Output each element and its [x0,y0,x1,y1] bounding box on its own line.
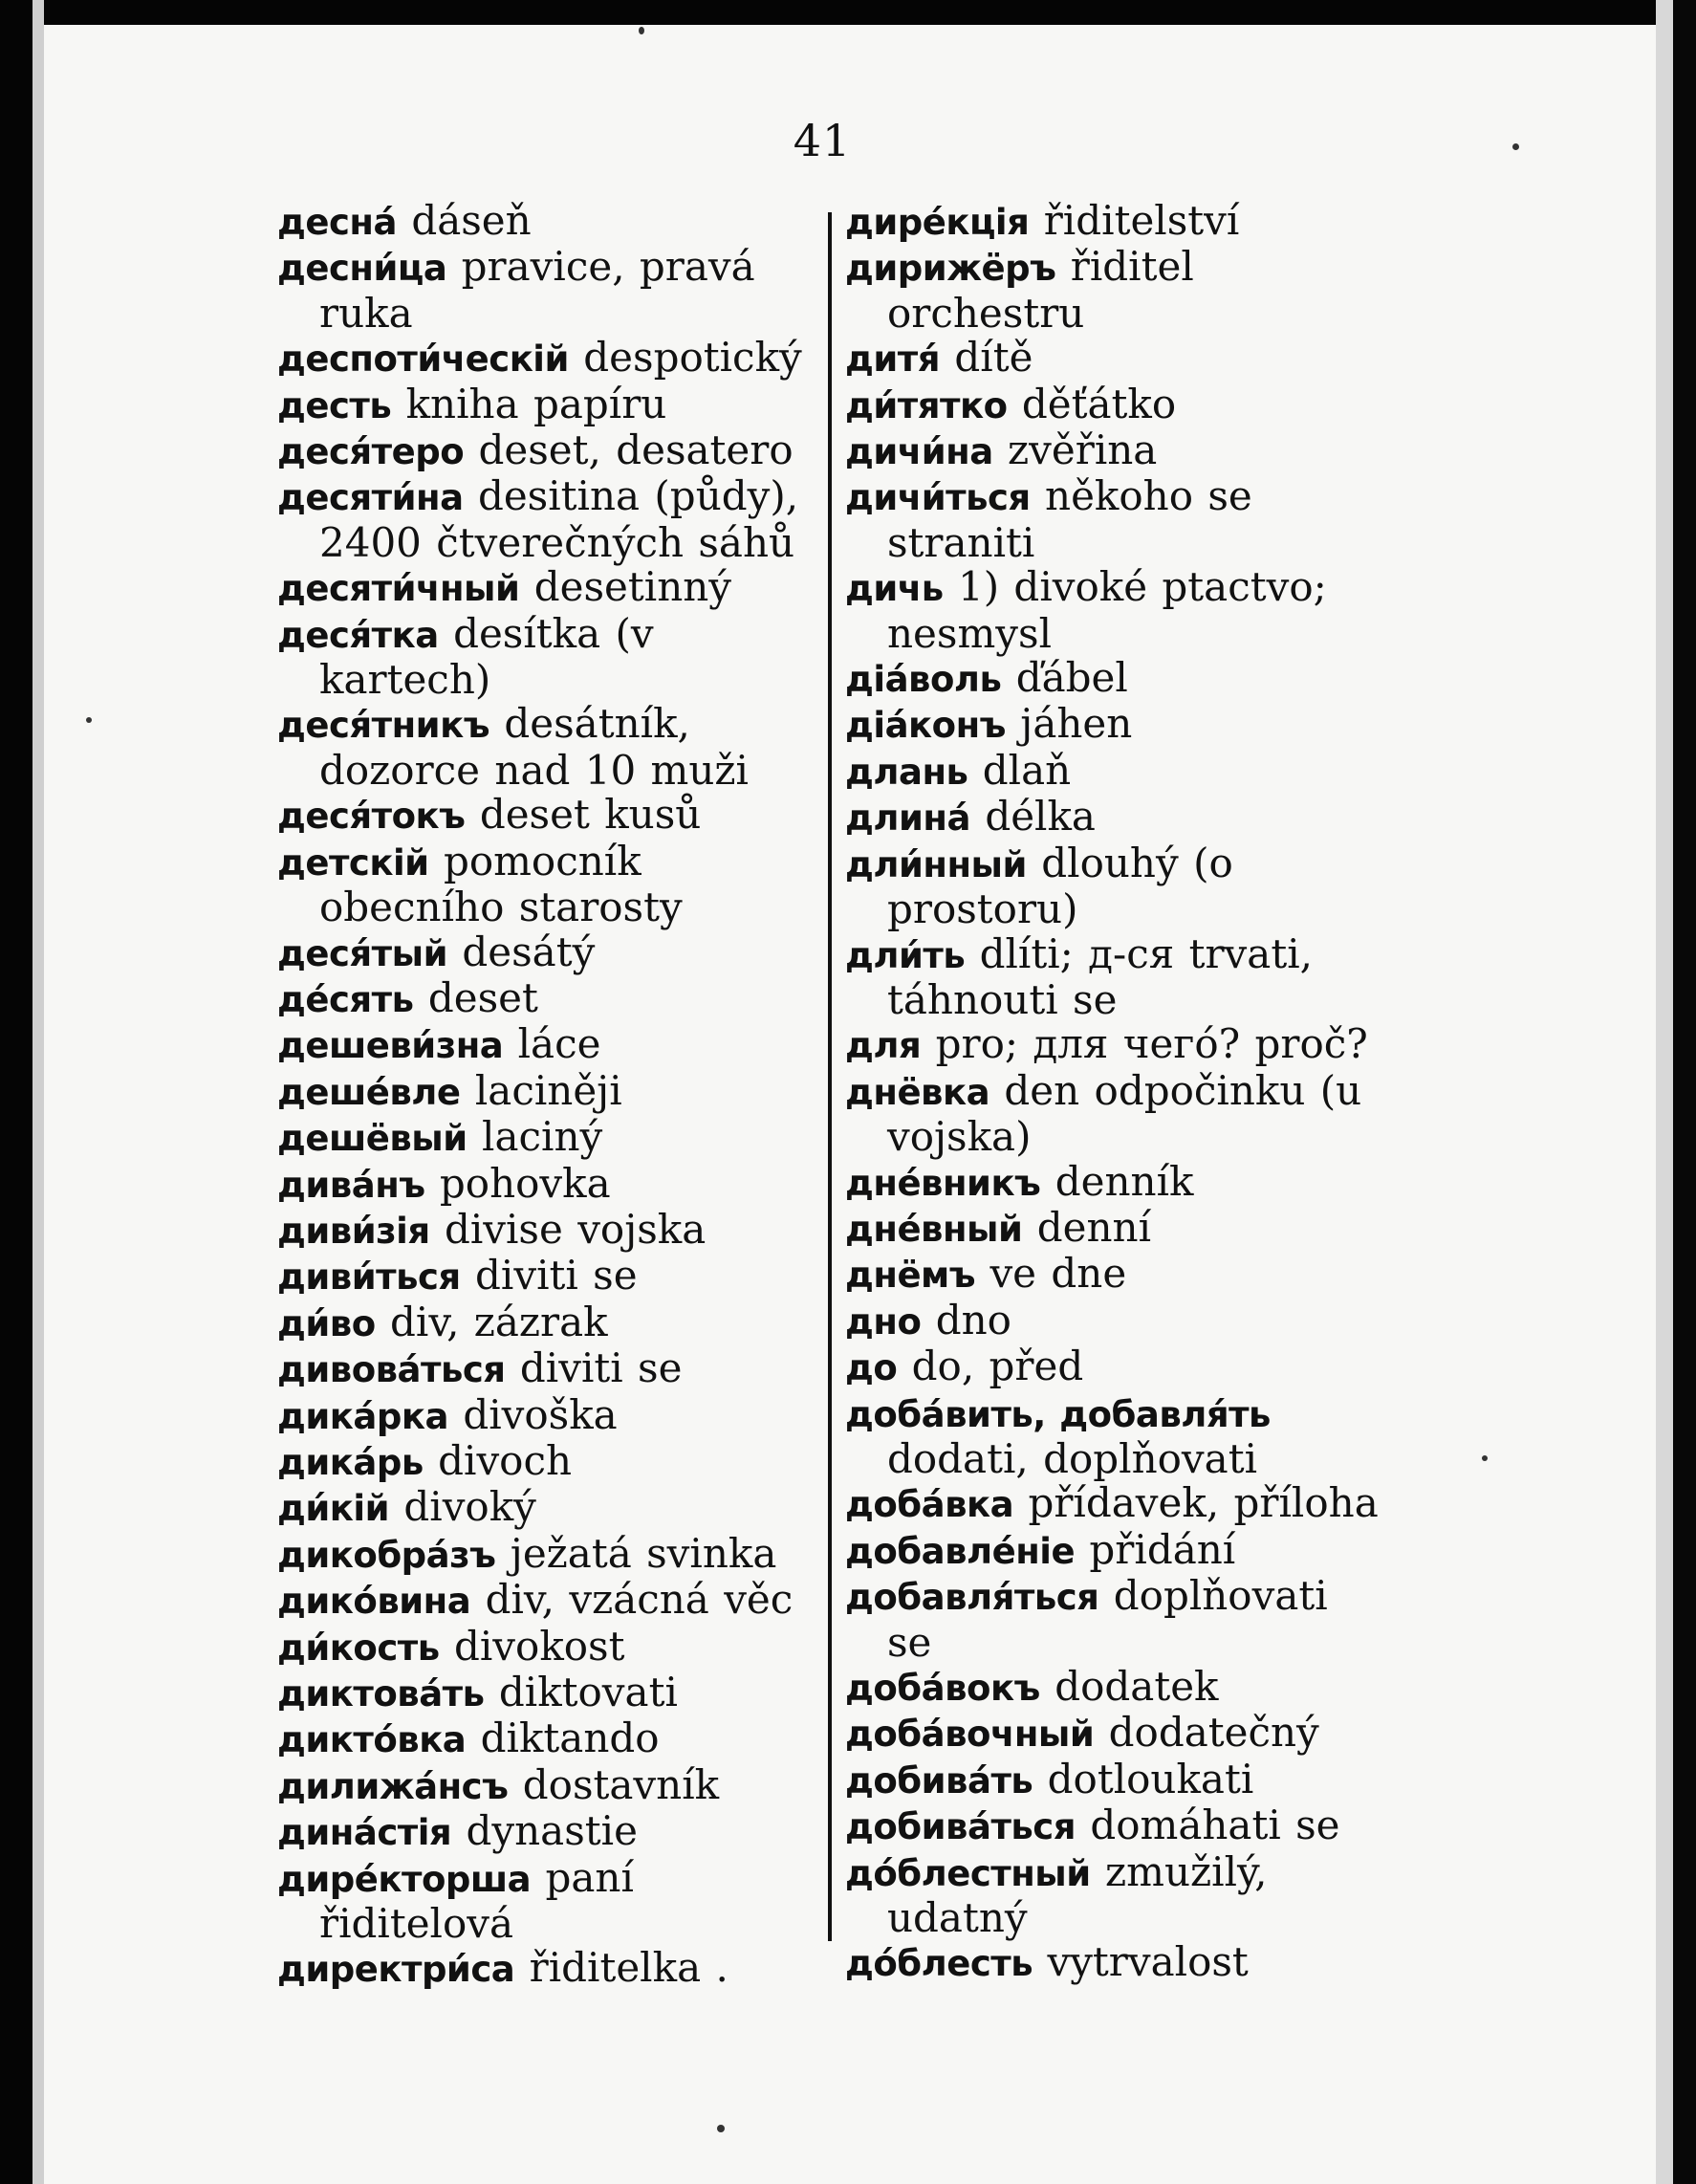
entry-headword: десяти́чный [277,568,520,610]
entry-headword: дина́стія [277,1812,452,1854]
entry-definition: 1) divoké ptactvo; nesmysl [887,563,1327,657]
dictionary-entry [845,841,1386,932]
dictionary-entry [277,245,818,336]
dictionary-entry [277,973,818,1022]
dictionary-entry [845,199,1386,245]
entry-definition: denník [1055,1157,1194,1205]
scan-border-right [1673,0,1696,2184]
scan-speck [86,717,92,723]
entry-definition: dostavník [522,1760,720,1808]
entry-headword: добива́ть [845,1759,1033,1802]
scan-speck [639,27,644,34]
dictionary-entry [845,1665,1386,1711]
entry-definition: denní [1036,1203,1152,1251]
entry-headword: добавле́ніе [845,1530,1076,1572]
entry-definition: jáhen [1020,700,1133,748]
left-column [277,199,818,1993]
entry-headword: дли́нный [845,843,1027,885]
dictionary-entry [277,1115,818,1161]
entry-headword: деся́теро [277,431,465,473]
column-divider [828,212,832,1941]
entry-headword: деше́вле [277,1071,461,1113]
entry-definition: dítě [954,334,1033,382]
dictionary-entry [845,1803,1386,1849]
entry-headword: днёмъ [845,1255,976,1297]
entry-definition: diviti se [519,1344,683,1392]
dictionary-entry [845,1344,1386,1390]
entry-headword: деся́тникъ [277,705,490,747]
entry-headword: дне́вникъ [845,1162,1041,1204]
page-number: 41 [793,115,852,166]
entry-definition: přidání [1089,1525,1236,1573]
entry-headword: доба́вокъ [845,1668,1040,1709]
entry-definition: div, vzácná věc [485,1576,794,1624]
entry-definition: lacinějі [474,1066,622,1114]
entry-definition: dodatečný [1108,1709,1319,1757]
entry-headword: до [845,1347,898,1389]
entry-definition: dotloukati [1047,1755,1254,1802]
entry-definition: pohovka [439,1159,611,1207]
entry-headword: дирижёръ [845,248,1056,290]
entry-headword: дико́вина [277,1581,471,1623]
entry-headword: дилижа́нсъ [277,1765,509,1807]
entry-headword: дешеви́зна [277,1025,504,1067]
dictionary-entry [277,382,818,428]
entry-headword: диктова́ть [277,1673,485,1714]
dictionary-entry [277,1205,818,1254]
entry-definition: vytrvalost [1047,1938,1249,1986]
dictionary-entry [277,199,818,245]
dictionary-entry [845,1940,1386,1986]
entry-definition: divoch [438,1436,573,1484]
entry-headword: де́сять [277,978,414,1020]
entry-headword: до́блестный [845,1852,1091,1894]
entry-definition: ježatá svinka [510,1529,777,1577]
entry-definition: desátý [462,928,596,975]
scan-border-top [0,0,1696,25]
dictionary-entry [277,1346,818,1392]
dictionary-entry [277,1066,818,1115]
entry-headword: длань [845,751,968,793]
entry-definition: zmužilý, udatný [887,1847,1268,1942]
entry-definition: laciný [482,1113,603,1161]
entry-headword: ди́кость [277,1627,440,1669]
entry-headword: дли́ть [845,934,966,976]
dictionary-entry [277,1485,818,1531]
entry-definition: diktando [480,1714,660,1762]
entry-headword: дичи́ться [845,477,1031,519]
dictionary-entry [845,1022,1386,1068]
entry-headword: детскій [277,841,429,884]
entry-definition: dlíti; д-ся trvati, táhnouti se [887,929,1313,1023]
entry-definition: divokost [453,1622,625,1670]
scan-border-left [0,0,33,2184]
dictionary-entry [277,702,818,793]
entry-headword: директри́са [277,1949,515,1991]
dictionary-entry [277,1022,818,1068]
entry-definition: láce [517,1020,601,1068]
dictionary-entry [845,1711,1386,1757]
entry-headword: доба́вить, добавля́ть [845,1393,1271,1435]
entry-headword: діа́воль [845,659,1002,701]
entry-headword: дире́кторша [277,1858,532,1900]
dictionary-entry [845,382,1386,428]
entry-headword: ди́кій [277,1488,390,1530]
entry-definition: pro; для чего́? proč? [935,1020,1368,1068]
entry-definition: diviti se [475,1252,638,1299]
dictionary-entry [277,1946,818,1992]
entry-definition: ďábel [1015,654,1128,702]
entry-definition: den odpočinku (u vojska) [887,1066,1362,1161]
scan-speck [1512,143,1519,150]
entry-definition: zvěřina [1008,426,1158,474]
entry-definition: řiditelka . [529,1944,728,1992]
dictionary-entry [845,336,1386,382]
entry-definition: pravice, pravá ruka [319,243,755,337]
entry-headword: деся́тый [277,932,447,974]
dictionary-entry [277,1254,818,1299]
entry-definition: divise vojska [444,1205,707,1253]
entry-headword: деспоти́ческій [277,339,569,381]
entry-headword: длина́ [845,797,970,840]
dictionary-entry [845,1574,1386,1665]
dictionary-entry [277,428,818,474]
scan-speck [1482,1455,1488,1461]
entry-definition: deset [427,973,538,1021]
entry-headword: десна́ [277,202,397,243]
scan-speck [717,2125,725,2132]
dictionary-entry [277,1809,818,1855]
entry-headword: добавля́ться [845,1577,1099,1619]
entry-definition: desetinný [533,563,732,611]
entry-headword: деся́тка [277,614,439,656]
entry-headword: днёвка [845,1071,990,1113]
dictionary-entry [277,609,818,704]
entry-headword: десяти́на [277,477,464,519]
entry-headword: до́блесть [845,1943,1033,1985]
entry-definition: desátník, dozorce nad 10 muži [319,700,749,794]
dictionary-entry [845,1525,1386,1574]
entry-definition: řiditel orchestru [887,243,1194,337]
entry-headword: дикто́вка [277,1719,467,1761]
entry-headword: дичь [845,568,944,610]
entry-definition: deset, desatero [478,426,794,474]
dictionary-entry [277,474,818,565]
entry-definition: dodatek [1055,1663,1219,1710]
dictionary-entry [845,1391,1386,1482]
entry-definition: desítka (v kartech) [319,609,654,704]
entry-definition: domáhati se [1090,1802,1340,1849]
dictionary-entry [845,474,1386,565]
entry-definition: děťátko [1021,380,1177,427]
dictionary-entry [845,1481,1386,1527]
entry-headword: дичи́на [845,431,993,473]
dictionary-entry [277,1436,818,1485]
entry-definition: řiditelství [1043,197,1240,244]
dictionary-entry [277,1390,818,1439]
entry-definition: deset kusů [479,791,702,839]
dictionary-entry [845,565,1386,656]
dictionary-entry [277,1529,818,1578]
entry-definition: dlaň [982,746,1072,794]
dictionary-entry [845,929,1386,1023]
entry-headword: добива́ться [845,1806,1076,1848]
entry-definition: přídavek, příloha [1028,1479,1379,1527]
dictionary-entry [845,1157,1386,1206]
entry-definition: dlouhý (o prostoru) [887,839,1233,933]
entry-headword: доба́вка [845,1484,1014,1526]
dictionary-entry [845,1847,1386,1942]
entry-headword: дика́рка [277,1395,448,1437]
scan-edge-right [1656,0,1673,2184]
dictionary-entry [277,930,818,976]
entry-headword: дива́нъ [277,1164,425,1206]
entry-headword: деся́токъ [277,796,466,838]
dictionary-entry [277,837,818,931]
entry-definition: div, zázrak [390,1298,608,1345]
dictionary-entry [277,793,818,839]
dictionary-entry [845,795,1386,841]
entry-definition: dno [935,1296,1011,1343]
entry-headword: десни́ца [277,248,447,290]
dictionary-entry [845,1203,1386,1252]
dictionary-entry [277,336,818,382]
entry-definition: pomocník obecního starosty [319,837,683,931]
entry-headword: дика́рь [277,1441,424,1483]
entry-definition: do, před [911,1343,1084,1390]
entry-headword: для [845,1025,922,1067]
dictionary-entry [277,1622,818,1671]
dictionary-entry [277,1578,818,1624]
dictionary-entry [845,1252,1386,1298]
dictionary-entry [845,428,1386,474]
entry-definition: někoho se straniti [887,472,1252,566]
entry-definition: doplňovati se [887,1572,1328,1666]
entry-headword: ди́во [277,1302,376,1344]
entry-definition: paní řiditelová [319,1853,634,1948]
dictionary-entry [277,1760,818,1809]
entry-definition: ve dne [989,1250,1127,1298]
dictionary-entry [845,1296,1386,1344]
entry-definition: despotický [583,334,802,382]
entry-headword: ди́тятко [845,384,1008,426]
entry-headword: дне́вный [845,1208,1023,1250]
entry-headword: діа́конъ [845,705,1006,747]
entry-headword: десть [277,384,392,426]
entry-definition: délka [985,793,1096,841]
entry-headword: дно [845,1300,922,1343]
entry-definition: desitina (půdy), 2400 čtverečných sáhů [319,472,799,566]
entry-definition: dynastie [466,1807,638,1855]
entry-headword: диви́ться [277,1256,461,1299]
entry-headword: дивова́ться [277,1349,506,1391]
dictionary-entry [845,746,1386,795]
dictionary-entry [277,1716,818,1762]
dictionary-entry [845,702,1386,748]
dictionary-entry [277,1300,818,1346]
dictionary-entry [845,1066,1386,1161]
entry-headword: диви́зія [277,1210,430,1252]
entry-headword: дире́кція [845,202,1030,243]
entry-headword: дикобра́зъ [277,1534,496,1576]
entry-headword: доба́вочный [845,1714,1095,1756]
dictionary-entry [845,1755,1386,1803]
entry-definition: diktovati [498,1669,678,1715]
entry-definition: kniha papíru [405,380,667,427]
right-column [845,199,1386,1987]
scan-edge-left [33,0,44,2184]
dictionary-entry [277,1853,818,1948]
entry-definition: dodati, doplňovati [887,1434,1258,1482]
entry-definition: divoký [403,1483,536,1531]
dictionary-entry [277,1671,818,1716]
entry-headword: дитя́ [845,339,941,381]
entry-headword: дешёвый [277,1118,467,1160]
dictionary-entry [845,245,1386,336]
entry-definition: dáseň [411,197,532,244]
dictionary-entry [277,565,818,611]
dictionary-entry [845,656,1386,702]
dictionary-entry [277,1159,818,1208]
entry-definition: divoška [463,1390,618,1438]
